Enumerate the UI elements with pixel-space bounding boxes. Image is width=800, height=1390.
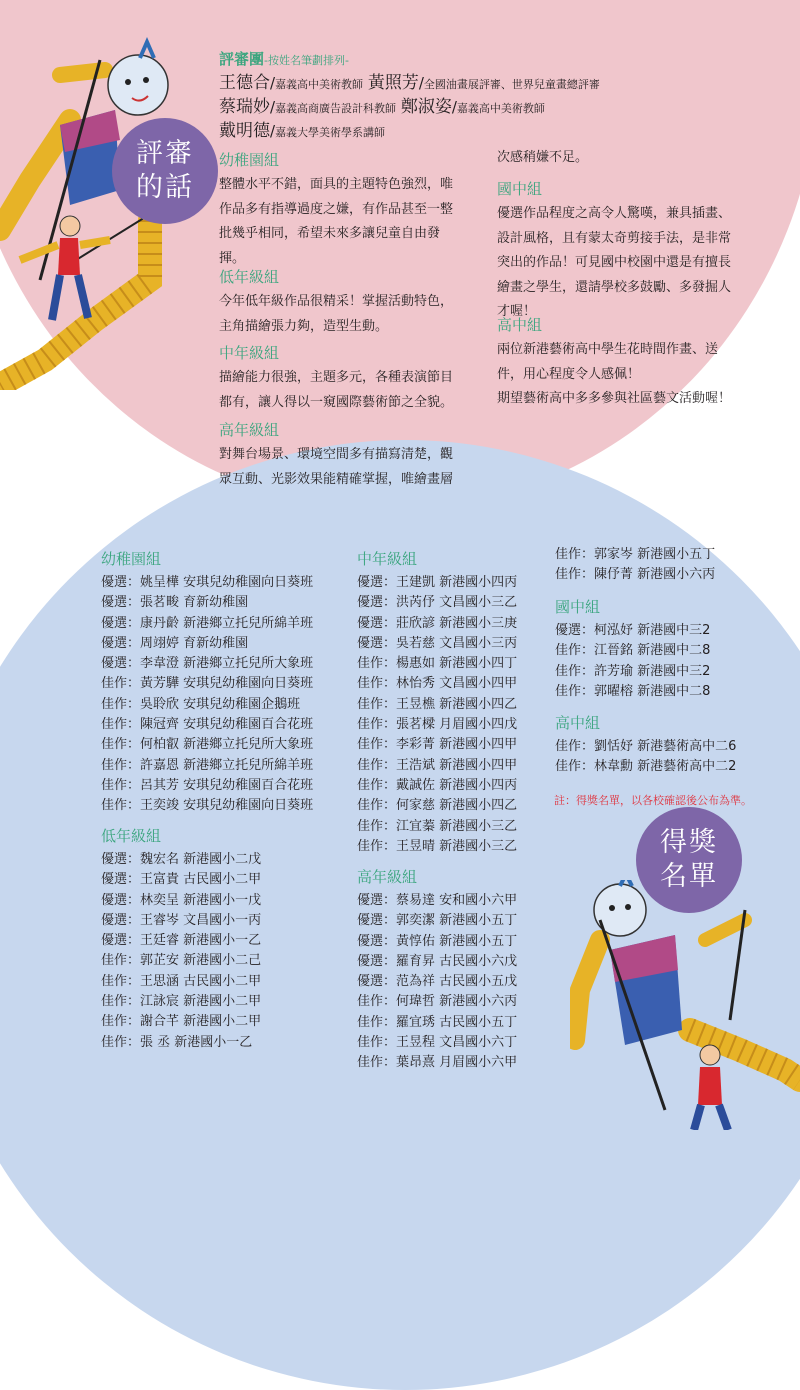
comment-line: 主角描繪張力夠，造型生動。	[219, 318, 389, 334]
jury-role: 嘉義高商廣告設計科教師	[275, 102, 397, 115]
comment-upper-continued	[497, 146, 588, 171]
award-entry: 佳作：謝合芊 新港國小二甲	[101, 1014, 262, 1030]
jury-note: -按姓名筆劃排列-	[264, 54, 349, 67]
comment-line: 期望藝術高中多多參與社區藝文活動喔！	[497, 391, 732, 406]
award-entry: 優選：王睿岑 文昌國小一丙	[101, 912, 262, 928]
award-entry: 佳作：呂其芳 安琪兒幼稚園百合花班	[101, 777, 314, 793]
child-drawing-bottom	[570, 880, 800, 1130]
award-entry: 優選：姚呈樺 安琪兒幼稚園向日葵班	[101, 575, 314, 590]
comment-line: 對舞台場景、環境空間多有描寫清楚，觀	[219, 447, 454, 462]
award-entry: 佳作：江詠宸 新港國小二甲	[101, 994, 262, 1010]
award-entry: 優選：洪芮伃 文昌國小三乙	[357, 595, 518, 611]
comment-line: 今年低年級作品很精采！掌握活動特色，	[219, 294, 454, 309]
comment-heading-kindergarten: 幼稚園組	[219, 151, 280, 169]
award-entry: 佳作：羅宜琇 古民國小五丁	[357, 1014, 518, 1030]
jury-name: 戴明德	[219, 121, 270, 141]
award-entry: 佳作：劉恬妤 新港藝術高中二6	[555, 739, 737, 754]
comment-upper	[219, 443, 453, 492]
jury-label: 評審團	[219, 50, 265, 68]
jury-name: 黃照芳	[367, 73, 419, 93]
comment-line: 揮。	[219, 250, 246, 266]
award-entry: 佳作：楊惠如 新港國小四丁	[357, 656, 518, 672]
jury-role: 嘉義大學美術學系講師	[275, 126, 386, 139]
jury-role: 嘉義高中美術教師	[456, 102, 545, 115]
award-entry: 佳作：李彩菁 新港國小四甲	[357, 737, 518, 753]
award-list-senior-high	[555, 737, 736, 778]
award-entry: 佳作：陳冠齊 安琪兒幼稚園百合花班	[101, 717, 314, 733]
comment-line: 作品多有指導過度之嫌，有作品甚至一整	[219, 201, 454, 217]
award-entry: 佳作：張茗樑 月眉國小四戊	[357, 717, 518, 733]
jury-name: 王德合	[219, 73, 270, 93]
award-heading-middle: 中年級組	[357, 550, 418, 568]
comment-kindergarten	[219, 173, 453, 271]
comment-line: 件，用心程度令人感佩！	[497, 366, 641, 382]
award-entry: 佳作：林怡秀 文昌國小四甲	[357, 676, 518, 692]
comment-heading-lower: 低年級組	[219, 268, 280, 286]
comment-line: 設計風格，且有蒙太奇剪接手法，是非常	[497, 230, 732, 246]
comment-lower	[219, 290, 453, 339]
award-entry: 優選：王富貴 古民國小二甲	[101, 872, 262, 888]
award-list-kindergarten	[101, 573, 313, 817]
award-entry: 優選：王建凱 新港國小四丙	[357, 575, 518, 590]
award-entry: 優選：魏宏名 新港國小二戊	[101, 852, 262, 867]
award-list-badge	[636, 807, 742, 913]
award-list-upper	[357, 891, 517, 1074]
jury-role: 全國油畫展評審、世界兒童畫總評審	[423, 78, 600, 91]
award-heading-junior-high: 國中組	[555, 598, 601, 616]
award-entry: 優選：林奕呈 新港國小一戊	[101, 892, 262, 908]
comment-line: 才喔！	[497, 304, 537, 319]
jury-name: 蔡瑞妙	[219, 97, 270, 117]
comment-junior-high	[497, 202, 731, 325]
award-entry: 佳作：江宜蓁 新港國小三乙	[357, 818, 518, 834]
award-entry: 優選：范為祥 古民國小五戊	[357, 974, 518, 990]
comment-senior-high	[497, 338, 731, 412]
award-list-upper-continued	[555, 545, 715, 586]
award-entry: 佳作：黃芳驊 安琪兒幼稚園向日葵班	[101, 676, 314, 692]
award-entry: 佳作：王昱樵 新港國小四乙	[357, 696, 518, 712]
award-entry: 優選：蔡易達 安和國小六甲	[357, 893, 518, 908]
jury-name: 鄭淑姿	[400, 97, 452, 117]
award-entry: 佳作：王思涵 古民國小二甲	[101, 973, 262, 989]
comment-line: 突出的作品！可見國中校園中還是有擅長	[497, 255, 732, 270]
comment-heading-senior-high: 高中組	[497, 316, 543, 334]
award-entry: 佳作：何家慈 新港國小四乙	[357, 798, 518, 814]
award-heading-kindergarten: 幼稚園組	[101, 550, 162, 568]
comment-heading-middle: 中年級組	[219, 344, 280, 362]
award-entry: 佳作：陳伃菁 新港國小六丙	[555, 567, 716, 583]
award-entry: 佳作：王昱程 文昌國小六丁	[357, 1035, 518, 1051]
award-entry: 佳作：吳聆欣 安琪兒幼稚園企鵝班	[101, 696, 301, 712]
judge-comments-badge	[112, 118, 218, 224]
award-entry: 佳作：許嘉恩 新港鄉立托兒所綿羊班	[101, 757, 314, 773]
comment-line: 次感稍嫌不足。	[497, 150, 589, 165]
award-entry: 佳作：王昱晴 新港國小三乙	[357, 838, 518, 854]
comment-line: 描繪能力很強，主題多元，各種表演節目	[219, 370, 454, 385]
comment-line: 批幾乎相同，希望未來多讓兒童自由發	[219, 226, 441, 241]
award-entry: 優選：吳若慈 文昌國小三丙	[357, 635, 518, 651]
comment-line: 優選作品程度之高令人驚嘆，兼具插畫、	[497, 206, 732, 221]
jury-role: 嘉義高中美術教師	[275, 78, 364, 91]
jury-panel: 評審團-按姓名筆劃排列- 王德合/嘉義高中美術教師 黃照芳/全國油畫展評審、世界兒童畫總評審 蔡瑞妙/嘉義高商廣告設計科教師 鄭淑姿/嘉義高中美術教師 戴明德/嘉義大學美術學系講師	[219, 50, 600, 141]
award-entry: 佳作：張 丞 新港國小一乙	[101, 1034, 253, 1050]
comment-heading-junior-high: 國中組	[497, 180, 543, 198]
award-entry: 優選：柯泓妤 新港國中三2	[555, 623, 711, 638]
award-entry: 優選：李韋澄 新港鄉立托兒所大象班	[101, 656, 314, 672]
award-heading-upper: 高年級組	[357, 868, 418, 886]
award-entry: 優選：王廷睿 新港國小一乙	[101, 933, 262, 949]
award-entry: 佳作：郭芷安 新港國小二己	[101, 953, 262, 969]
award-entry: 優選：郭奕潔 新港國小五丁	[357, 913, 518, 929]
award-heading-lower: 低年級組	[101, 827, 162, 845]
comment-line: 眾互動、光影效果能精確掌握，唯繪畫層	[219, 471, 454, 487]
comment-line: 整體水平不錯，面具的主題特色強烈，唯	[219, 177, 454, 192]
badge-line: 評審	[136, 138, 194, 169]
award-list-middle	[357, 573, 517, 857]
comment-line: 兩位新港藝術高中學生花時間作畫、送	[497, 342, 719, 357]
award-entry: 佳作：郭家岑 新港國小五丁	[555, 547, 716, 562]
award-entry: 佳作：葉昂熹 月眉國小六甲	[357, 1055, 518, 1071]
award-entry: 佳作：何柏叡 新港鄉立托兒所大象班	[101, 737, 314, 753]
award-list-lower	[101, 850, 261, 1053]
award-entry: 佳作：王浩斌 新港國小四甲	[357, 757, 518, 773]
award-list-junior-high	[555, 621, 710, 702]
award-entry: 優選：羅育昇 古民國小六戊	[357, 953, 518, 969]
award-entry: 優選：莊欣諺 新港國小三庚	[357, 615, 518, 631]
badge-line: 得獎	[660, 827, 718, 858]
award-entry: 優選：康丹齡 新港鄉立托兒所綿羊班	[101, 615, 314, 631]
comment-line: 都有，讓人得以一窺國際藝術節之全貌。	[219, 394, 454, 410]
award-entry: 優選：周翊婷 育新幼稚園	[101, 635, 249, 651]
badge-line: 名單	[660, 861, 718, 892]
comment-heading-upper: 高年級組	[219, 421, 280, 439]
award-entry: 佳作：戴誠佐 新港國小四丙	[357, 777, 518, 793]
award-entry: 優選：黃惇佑 新港國小五丁	[357, 933, 518, 949]
comment-line: 繪畫之學生，還請學校多鼓勵、多發掘人	[497, 279, 732, 295]
award-entry: 佳作：郭曜榕 新港國中二8	[555, 683, 711, 699]
award-entry: 佳作：江晉銘 新港國中二8	[555, 643, 711, 659]
award-entry: 佳作：何瑋哲 新港國小六丙	[357, 994, 518, 1010]
comment-middle	[219, 366, 453, 415]
award-footnote: 註：得獎名單，以各校確認後公布為準。	[554, 794, 752, 807]
badge-line: 的話	[136, 172, 194, 203]
award-entry: 優選：張茗畯 育新幼稚園	[101, 595, 249, 611]
award-entry: 佳作：王奕竣 安琪兒幼稚園向日葵班	[101, 798, 314, 814]
award-heading-senior-high: 高中組	[555, 714, 601, 732]
award-entry: 佳作：許芳瑜 新港國中三2	[555, 663, 711, 679]
award-entry: 佳作：林韋勳 新港藝術高中二2	[555, 759, 737, 775]
